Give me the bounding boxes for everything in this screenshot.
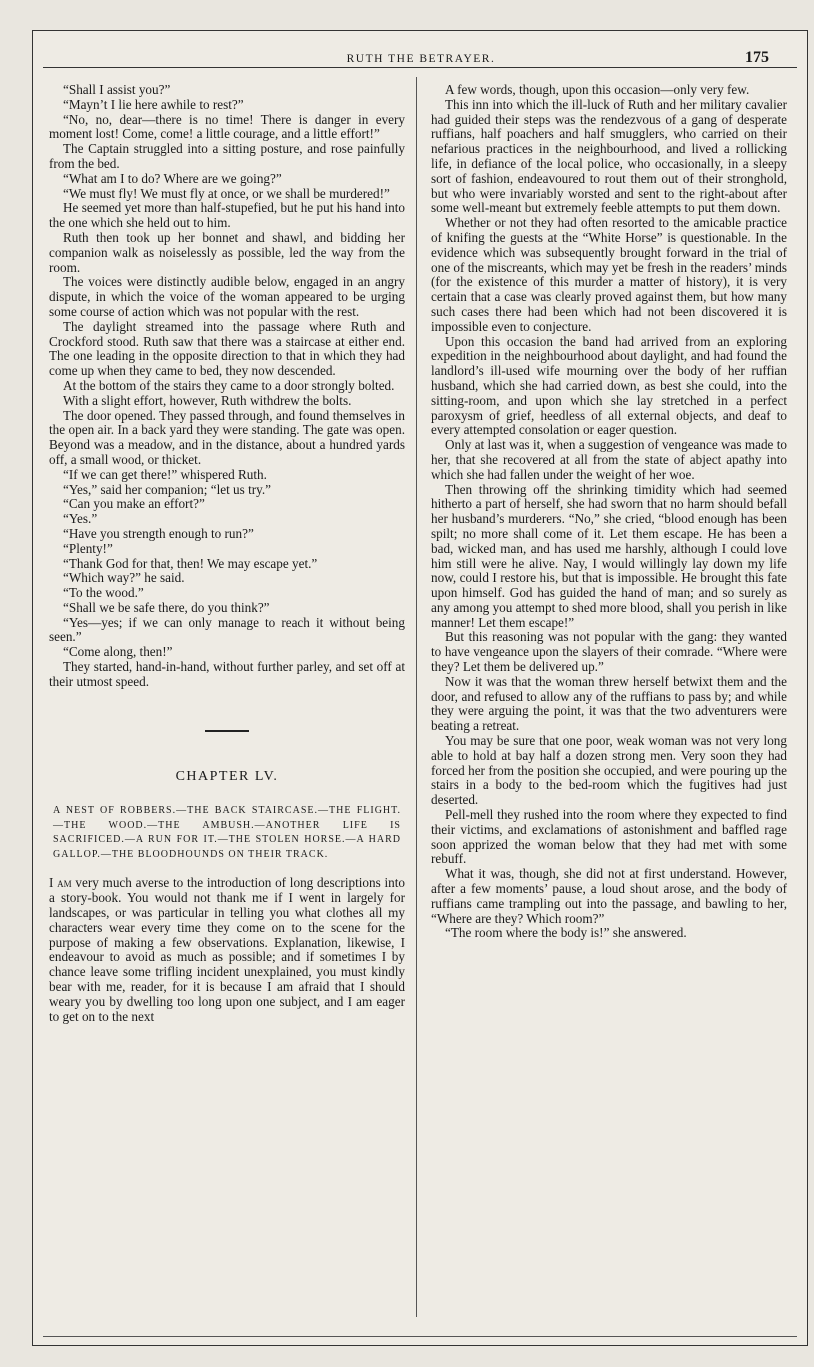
opening-lead: I am xyxy=(49,875,72,891)
right-column xyxy=(431,83,787,941)
paragraph: Ruth then took up her bonnet and shawl, and bidding her companion walk as noiselessly as possible, led the way from the room. xyxy=(49,229,405,275)
paragraph: The daylight streamed into the passage where Ruth and Crockford stood. Ruth saw that there was a staircase at either end. The one leading in the opposite direction to that in which they had come up when they came to bed, they now descended. xyxy=(49,318,405,379)
paragraph: They started, hand-in-hand, without further parley, and set off at their utmost speed. xyxy=(49,659,405,689)
paragraph: Now it was that the woman threw herself betwixt them and the door, and refused to allow any of the ruffians to pass by; and while they were arguing the point, it was that the two adventurers were beating a retreat. xyxy=(431,673,787,734)
paragraph: “Plenty!” xyxy=(63,540,113,556)
footer-rule xyxy=(43,1336,797,1337)
paragraph: “Mayn’t I lie here awhile to rest?” xyxy=(63,96,244,112)
paragraph: This inn into which the ill-luck of Ruth and her military cavalier had guided their steps was the rendezvous of a gang of desperate ruffians, half poachers and half smugglers, who carried on their nefarious practices in the neighbourhood, and lived a rollicking life, in defiance of the local police, who occasionally, in a sleepy sort of fashion, endeavoured to rout them out of their stronghold, but who were invariably worsted and sent to the right-about after some well-meant but extremely feeble attempts to put them down. xyxy=(431,96,787,216)
paragraph: “Yes.” xyxy=(63,511,98,527)
paragraph: With a slight effort, however, Ruth withdrew the bolts. xyxy=(63,392,352,408)
paragraph: The Captain struggled into a sitting posture, and rose painfully from the bed. xyxy=(49,141,405,171)
paragraph: The voices were distinctly audible below, engaged in an angry dispute, in which the voice of the woman appeared to be urging some course of action which was not popular with the rest. xyxy=(49,274,405,319)
paragraph: “Have you strength enough to run?” xyxy=(63,525,254,541)
book-page xyxy=(32,30,808,1346)
paragraph: Whether or not they had often resorted to the amicable practice of knifing the guests at the “White Horse” is questionable. In the evidence which was subsequently brought forward in the trial of one of the miscreants, which may yet be fresh in the readers’ minds (for the existence of this murder a matter of history), it is very certain that a case was clearly proved against them, but how many such cases there had been which had not been discovered it is impossible even to conjecture. xyxy=(431,215,787,334)
paragraph: “Come along, then!” xyxy=(63,644,173,660)
paragraph: “Yes—yes; if we can only manage to reach it without being seen.” xyxy=(49,614,405,645)
paragraph: “Shall we be safe there, do you think?” xyxy=(63,599,270,615)
paragraph: Pell-mell they rushed into the room where they expected to find their victims, and exclamations of astonishment and baffled rage soon apprized the woman below that they had met with some rebuff. xyxy=(431,807,787,867)
paragraph: Upon this occasion the band had arrived from an exploring expedition in the neighbourhood about daylight, and had found the landlord’s ill-used wife mourning over the body of her ruffian husband, which she had carried down, as best she could, into the sitting-room, and upon which she lay stretched in a perfect paroxysm of grief, heedless of all external objects, and deaf to every attempted consolation or eager question. xyxy=(431,333,787,438)
paragraph: “We must fly! We must fly at once, or we shall be murdered!” xyxy=(63,185,390,201)
chapter-opening-paragraph xyxy=(49,876,405,1024)
paragraph: “What am I to do? Where are we going?” xyxy=(63,170,282,186)
paragraph: “Yes,” said her companion; “let us try.” xyxy=(63,481,272,497)
opening-text: very much averse to the introduction of long descriptions into a story-book. You would not thank me if I went in largely for landscapes, or was particular in telling you what clothes all my characters wear every time they come on to the scene for the purpose of making a few observations. Explanation, likewise, I endeavour to avoid as much as possible; and if sometimes I by chance leave some trifling incident unexplained, you must kindly bear with me, reader, for it is because I am afraid that I should weary you by dwelling too long upon one subject, and I am eager to get on to the next xyxy=(49,875,405,1024)
paragraph: “The room where the body is!” she answered. xyxy=(445,925,687,941)
paragraph: He seemed yet more than half-stupefied, but he put his hand into the one which she held out to him. xyxy=(49,200,405,231)
paragraph: “Shall I assist you?” xyxy=(63,82,171,97)
left-column xyxy=(49,83,405,1024)
paragraph: What it was, though, she did not at first understand. However, after a few moments’ pause, a loud shout arose, and the body of ruffians came trampling out into the passage, and bawling to her, “Where are they? Which room?” xyxy=(431,866,787,926)
paragraph: At the bottom of the stairs they came to a door strongly bolted. xyxy=(63,377,395,393)
paragraph: Then throwing off the shrinking timidity which had seemed hitherto a part of herself, she had sworn that no harm should befall her husband’s murderers. “No,” she cried, “blood enough has been spilt; no more shall come of it. Let them escape. He has been a bad, wicked man, and has used me harshly, although I could love him still were he alive. Nay, I would willingly lay down my life now, could I restore his, but that is impossible. He brought this fate upon himself. God has guided the hand of man; and so surely as any among you attempt to shed more blood, shall you perish in like manner! Let them escape!” xyxy=(431,481,787,630)
paragraph: The door opened. They passed through, and found themselves in the open air. In a back yard they were standing. The gate was open. Beyond was a meadow, and in the distance, about a hundred yards off, a small wood, or thicket. xyxy=(49,407,405,467)
paragraph: “Thank God for that, then! We may escape yet.” xyxy=(63,555,318,571)
chapter-title: CHAPTER LV. xyxy=(175,768,279,784)
chapter-synopsis: A NEST OF ROBBERS.—THE BACK STAIRCASE.—THE FLIGHT.—THE WOOD.—THE AMBUSH.—ANOTHER LIFE IS SACRIFICED.—A RUN FOR IT.—THE STOLEN HORSE.—A HARD GALLOP.—THE BLOODHOUNDS ON THEIR TRACK. xyxy=(53,805,401,860)
paragraph: “No, no, dear—there is no time! There is danger in every moment lost! Come, come! a little courage, and a little effort!” xyxy=(49,111,405,142)
paragraph: “To the wood.” xyxy=(63,585,144,601)
page-number: 175 xyxy=(745,49,769,66)
header-rule xyxy=(43,67,797,68)
left-column-text xyxy=(49,83,405,690)
paragraph: But this reasoning was not popular with the gang: they wanted to have vengeance upon the slayers of their comrade. “Where were they? Let them be delivered up.” xyxy=(431,629,787,675)
paragraph: “Which way?” he said. xyxy=(63,570,185,586)
paragraph: “Can you make an effort?” xyxy=(63,496,205,512)
column-divider xyxy=(416,77,417,1317)
right-column-text xyxy=(431,83,787,941)
paragraph: A few words, though, upon this occasion—only very few. xyxy=(445,82,750,97)
running-head: RUTH THE BETRAYER. xyxy=(346,53,496,65)
paragraph: You may be sure that one poor, weak woman was not very long able to hold at bay half a dozen strong men. Very soon they had forced her from the position she occupied, and were pouring up the stairs in a body to the bed-room which the fugitives had just deserted. xyxy=(431,733,787,808)
paragraph: Only at last was it, when a suggestion of vengeance was made to her, that she recovered at all from the state of abject apathy into which she had fallen under the weight of her woe. xyxy=(431,437,787,482)
section-rule xyxy=(205,730,249,732)
page-header xyxy=(33,51,809,73)
paragraph: “If we can get there!” whispered Ruth. xyxy=(63,466,267,482)
